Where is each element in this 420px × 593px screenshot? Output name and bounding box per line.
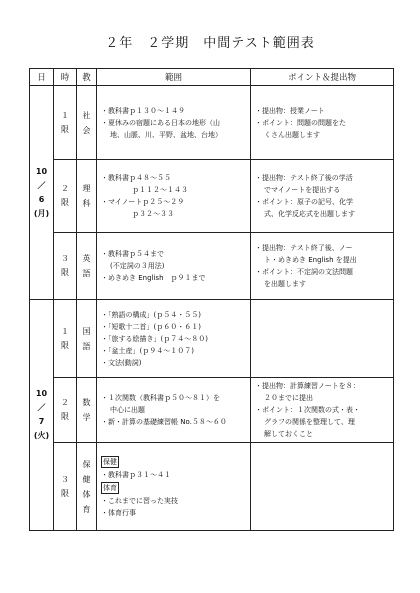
points-cell: ・提出物：テスト終了後、ノー ト・めきめき English を提出 ・ポイント：不定詞の文法問題 を出題します xyxy=(251,233,394,300)
section-label-pe: 体育 xyxy=(103,483,117,492)
header-row xyxy=(30,69,394,86)
points-cell: ・提出物：授業ノート ・ポイント：問題の問題をた くさん出題します xyxy=(251,86,394,160)
range-cell: ・「熟語の構成」(ｐ５４・５５) ・「短歌十二首」(ｐ６０・６１) ・「旅する絵描き」(ｐ７４～８０) ・「盆土産」(ｐ９４～１０７) ・文法(動詞) xyxy=(97,300,251,378)
subject-cell: 英 語 xyxy=(77,233,97,300)
table-row xyxy=(30,378,394,443)
range-cell: ・１次関数（教科書ｐ５０～８１）を 中心に出題 ・新・計算の基礎練習帳 No.５８～６０ xyxy=(97,378,251,443)
subject-cell: 理 科 xyxy=(77,160,97,233)
period-cell: １ 限 xyxy=(54,300,77,378)
period-cell: ２ 限 xyxy=(54,160,77,233)
points-cell: ・提出物：テスト終了後の学活 でマイノートを提出する ・ポイント：原子の記号、化学 式、化学反応式を出題します xyxy=(251,160,394,233)
subject-cell: 数 学 xyxy=(77,378,97,443)
section-label-health: 保健 xyxy=(103,457,117,466)
header-day: 日 xyxy=(30,69,54,86)
range-cell: ・教科書ｐ１３０～１４９ ・夏休みの宿題にある日本の地形（山 地、山脈、川、平野、盆地、台地） xyxy=(97,86,251,160)
page-title: ２年 ２学期 中間テスト範囲表 xyxy=(105,36,315,51)
table-row xyxy=(30,86,394,160)
points-cell-empty xyxy=(251,443,394,531)
table-row xyxy=(30,160,394,233)
range-cell: ・教科書ｐ５４まで (不定詞の３用法) ・めきめき English ｐ９１まで xyxy=(97,233,251,300)
header-points: ポイント＆提出物 xyxy=(251,69,394,86)
points-cell-empty xyxy=(251,300,394,378)
period-cell: ２ 限 xyxy=(54,378,77,443)
table-row xyxy=(30,300,394,378)
subject-cell: 国 語 xyxy=(77,300,97,378)
period-cell: ３ 限 xyxy=(54,443,77,531)
date-cell-day2: 10 ／ 7 (火) xyxy=(30,300,54,531)
points-cell: ・提出物：計算練習ノートを８： ２０までに提出 ・ポイント：１次関数の式・表・ グラフの関係を整理して、理 解しておくこと xyxy=(251,378,394,443)
period-cell: １ 限 xyxy=(54,86,77,160)
header-subject: 教 xyxy=(77,69,97,86)
table-row xyxy=(30,233,394,300)
subject-cell: 保 健 体 育 xyxy=(77,443,97,531)
range-cell: 保健 ・教科書ｐ３１～４１ 体育 ・これまでに習った実技 ・体育行事 xyxy=(97,443,251,531)
date-cell-day1: 10 ／ 6 (月) xyxy=(30,86,54,300)
subject-cell: 社 会 xyxy=(77,86,97,160)
header-period: 時 xyxy=(54,69,77,86)
header-range: 範囲 xyxy=(97,69,251,86)
exam-range-table xyxy=(29,68,394,531)
period-cell: ３ 限 xyxy=(54,233,77,300)
range-cell: ・教科書ｐ４８～５５ ｐ１１２～１４３ ・マイノートｐ２５～２９ ｐ３２～３３ xyxy=(97,160,251,233)
table-row xyxy=(30,443,394,531)
